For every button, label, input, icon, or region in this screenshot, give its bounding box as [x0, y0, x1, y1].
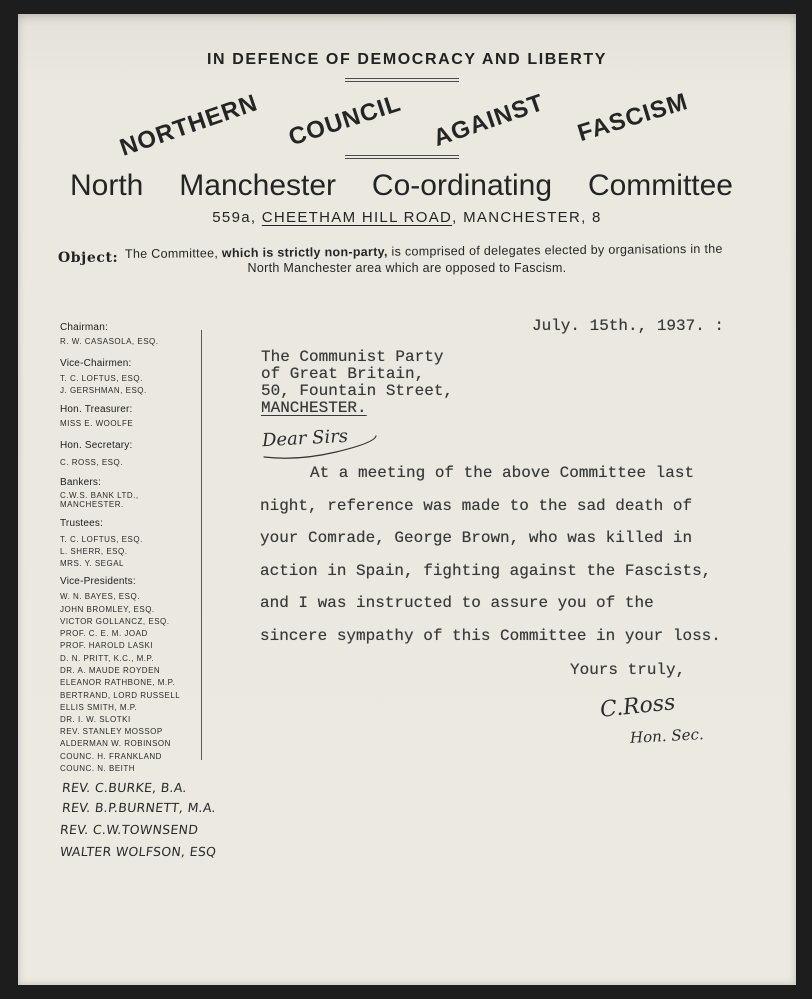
officer-name: W. N. BAYES, ESQ. — [60, 592, 140, 601]
committee-name: North Manchester Co-ordinating Committee — [70, 169, 733, 202]
object-statement-line2: North Manchester area which are opposed to Fascism. — [247, 261, 567, 275]
officer-name: T. C. LOFTUS, ESQ. — [60, 374, 143, 383]
officer-name: ELLIS SMITH, M.P. — [60, 703, 138, 712]
organisation-word-northern: NORTHERN — [116, 89, 262, 162]
recipient-line: 50, Fountain Street, — [261, 382, 454, 400]
closing: Yours truly, — [570, 661, 686, 679]
vice-chairmen-label: Vice-Chairmen: — [60, 358, 132, 369]
handwritten-name: REV. C.BURKE, B.A. — [61, 780, 188, 795]
bankers-label: Bankers: — [60, 477, 102, 488]
officer-name: MRS. Y. SEGAL — [60, 559, 125, 568]
officer-name: D. N. PRITT, K.C., M.P. — [60, 654, 155, 663]
double-rule-top — [345, 78, 459, 82]
handwritten-name: WALTER WOLFSON, ESQ — [59, 844, 218, 859]
officer-name: J. GERSHMAN, ESQ. — [60, 386, 147, 395]
double-rule-bottom — [345, 155, 459, 159]
secretary-label: Hon. Secretary: — [60, 440, 133, 451]
officer-name: MISS E. WOOLFE — [60, 419, 134, 428]
recipient-line: The Communist Party — [261, 348, 444, 366]
officer-name: REV. STANLEY MOSSOP — [60, 727, 163, 736]
officer-name: DR. A. MAUDE ROYDEN — [60, 666, 161, 675]
letter-date: July. 15th., 1937. : — [532, 317, 725, 335]
handwritten-name: REV. B.P.BURNETT, M.A. — [61, 800, 217, 815]
officer-name: PROF. HAROLD LASKI — [60, 641, 154, 650]
officer-name: JOHN BROMLEY, ESQ. — [60, 605, 155, 614]
object-text-start: The Committee, — [124, 246, 219, 261]
signature-title: Hon. Sec. — [629, 725, 705, 747]
address-number: 559a, — [212, 209, 257, 226]
officer-name: ELEANOR RATHBONE, M.P. — [60, 678, 176, 687]
officer-name: C. ROSS, ESQ. — [60, 458, 123, 467]
body-line: night, reference was made to the sad death of — [260, 497, 693, 515]
vice-presidents-label: Vice-Presidents: — [60, 576, 136, 587]
signature: C.Ross — [598, 690, 677, 723]
organisation-word-against: AGAINST — [430, 89, 548, 153]
organisation-word-fascism: FASCISM — [574, 87, 692, 148]
officer-name: PROF. C. E. M. JOAD — [60, 629, 148, 638]
officer-name: L. SHERR, ESQ. — [60, 547, 128, 556]
recipient-city: MANCHESTER. — [261, 399, 367, 417]
officer-name: COUNC. H. FRANKLAND — [60, 752, 162, 761]
address-street: CHEETHAM HILL ROAD — [261, 209, 453, 226]
object-text-bold: which is strictly non-party, — [221, 244, 388, 261]
officer-name: BERTRAND, LORD RUSSELL — [60, 691, 181, 700]
motto-heading: IN DEFENCE OF DEMOCRACY AND LIBERTY — [206, 51, 607, 68]
body-line: At a meeting of the above Committee last — [310, 464, 695, 482]
organisation-word-council: COUNCIL — [285, 89, 405, 152]
address-line — [18, 209, 796, 227]
officer-name: ALDERMAN W. ROBINSON — [60, 739, 171, 748]
salutation-flourish — [258, 430, 382, 464]
body-line: and I was instructed to assure you of the — [260, 594, 654, 612]
object-text-end: is comprised of delegates elected by organisations in the — [391, 241, 723, 259]
column-divider — [201, 330, 202, 760]
body-line: sincere sympathy of this Committee in your loss. — [260, 627, 721, 645]
object-label: Object: — [58, 250, 119, 266]
treasurer-label: Hon. Treasurer: — [60, 404, 133, 415]
officer-name: T. C. LOFTUS, ESQ. — [60, 535, 143, 544]
officer-name: MANCHESTER. — [60, 500, 124, 509]
body-line: action in Spain, fighting against the Fascists, — [260, 562, 712, 580]
salutation: Dear Sirs — [261, 425, 349, 452]
handwritten-name: REV. C.W.TOWNSEND — [59, 822, 200, 837]
chairman-label: Chairman: — [60, 322, 108, 333]
officer-name: R. W. CASASOLA, ESQ. — [60, 337, 159, 346]
officer-name: VICTOR GOLLANCZ, ESQ. — [60, 617, 170, 626]
address-city: , MANCHESTER, 8 — [452, 209, 602, 226]
officer-name: DR. I. W. SLOTKI — [60, 715, 131, 724]
body-line: your Comrade, George Brown, who was killed in — [260, 529, 693, 547]
officer-name: C.W.S. BANK LTD., — [60, 491, 139, 500]
recipient-line: of Great Britain, — [261, 365, 425, 383]
trustees-label: Trustees: — [60, 518, 104, 529]
officer-name: COUNC. N. BEITH — [60, 764, 136, 773]
